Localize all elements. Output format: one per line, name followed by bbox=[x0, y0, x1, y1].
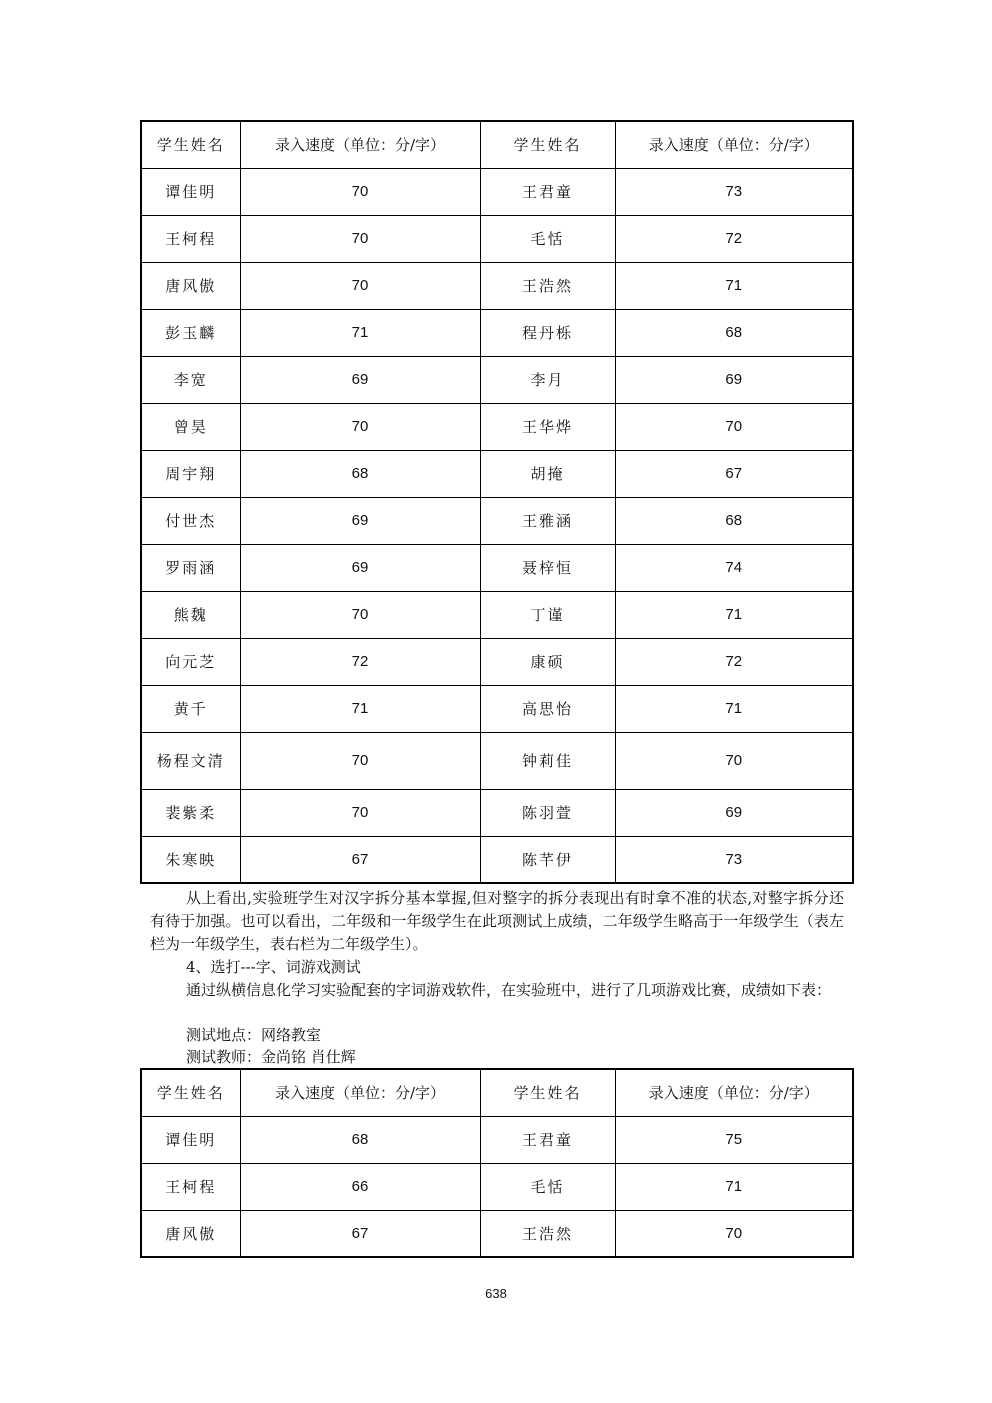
left-typing-speed: 71 bbox=[240, 685, 480, 732]
analysis-paragraph: 从上看出,实验班学生对汉字拆分基本掌握,但对整字的拆分表现出有时拿不准的状态,对整字拆分还有待于加强。也可以看出，二年级和一年级学生在此项测试上成绩，二年级学生略高于一年级学生（表左栏为一年级学生，表右栏为二年级学生）。 bbox=[150, 889, 844, 953]
right-student-name: 丁谨 bbox=[480, 591, 615, 638]
table-row bbox=[141, 497, 853, 544]
right-typing-speed: 72 bbox=[615, 638, 853, 685]
test-location: 测试地点：网络教室 bbox=[186, 1026, 322, 1044]
right-student-name: 李月 bbox=[480, 356, 615, 403]
table-row bbox=[141, 450, 853, 497]
left-student-name: 谭佳明 bbox=[141, 1116, 240, 1163]
right-typing-speed: 69 bbox=[615, 789, 853, 836]
right-typing-speed: 71 bbox=[615, 685, 853, 732]
right-typing-speed: 73 bbox=[615, 168, 853, 215]
header-speed-left: 录入速度（单位：分/字） bbox=[240, 121, 480, 168]
left-typing-speed: 66 bbox=[240, 1163, 480, 1210]
header-speed-right: 录入速度（单位：分/字） bbox=[615, 1069, 853, 1116]
left-typing-speed: 67 bbox=[240, 836, 480, 883]
typing-speed-table-1 bbox=[140, 120, 854, 884]
right-typing-speed: 74 bbox=[615, 544, 853, 591]
table-row bbox=[141, 1116, 853, 1163]
left-typing-speed: 70 bbox=[240, 168, 480, 215]
left-student-name: 唐风傲 bbox=[141, 1210, 240, 1257]
left-student-name: 谭佳明 bbox=[141, 168, 240, 215]
page-number: 638 bbox=[485, 1286, 507, 1301]
right-student-name: 陈羽萱 bbox=[480, 789, 615, 836]
right-student-name: 陈芊伊 bbox=[480, 836, 615, 883]
left-student-name: 李宽 bbox=[141, 356, 240, 403]
table-row bbox=[141, 262, 853, 309]
right-typing-speed: 72 bbox=[615, 215, 853, 262]
table-row bbox=[141, 789, 853, 836]
header-student-name-left: 学生姓名 bbox=[141, 121, 240, 168]
left-student-name: 王柯程 bbox=[141, 215, 240, 262]
table-row bbox=[141, 168, 853, 215]
right-student-name: 胡掩 bbox=[480, 450, 615, 497]
right-typing-speed: 71 bbox=[615, 1163, 853, 1210]
table-row bbox=[141, 544, 853, 591]
right-student-name: 毛恬 bbox=[480, 1163, 615, 1210]
right-typing-speed: 70 bbox=[615, 1210, 853, 1257]
right-typing-speed: 75 bbox=[615, 1116, 853, 1163]
table-row bbox=[141, 638, 853, 685]
right-typing-speed: 68 bbox=[615, 309, 853, 356]
section-heading: 4、选打---字、词游戏测试 bbox=[186, 958, 361, 976]
table-row bbox=[141, 356, 853, 403]
table-header-row bbox=[141, 1069, 853, 1116]
table-row bbox=[141, 1210, 853, 1257]
right-student-name: 王君童 bbox=[480, 1116, 615, 1163]
left-typing-speed: 70 bbox=[240, 789, 480, 836]
right-typing-speed: 71 bbox=[615, 591, 853, 638]
left-student-name: 唐风傲 bbox=[141, 262, 240, 309]
right-student-name: 聂梓恒 bbox=[480, 544, 615, 591]
left-typing-speed: 70 bbox=[240, 403, 480, 450]
table-row bbox=[141, 215, 853, 262]
header-student-name-left: 学生姓名 bbox=[141, 1069, 240, 1116]
left-student-name: 周宇翔 bbox=[141, 450, 240, 497]
left-student-name: 彭玉麟 bbox=[141, 309, 240, 356]
left-student-name: 裴紫柔 bbox=[141, 789, 240, 836]
right-typing-speed: 70 bbox=[615, 403, 853, 450]
header-student-name-right: 学生姓名 bbox=[480, 1069, 615, 1116]
right-typing-speed: 73 bbox=[615, 836, 853, 883]
left-student-name: 向元芝 bbox=[141, 638, 240, 685]
header-speed-right: 录入速度（单位：分/字） bbox=[615, 121, 853, 168]
left-student-name: 罗雨涵 bbox=[141, 544, 240, 591]
header-speed-left: 录入速度（单位：分/字） bbox=[240, 1069, 480, 1116]
right-student-name: 钟莉佳 bbox=[480, 732, 615, 789]
right-student-name: 高思怡 bbox=[480, 685, 615, 732]
left-typing-speed: 69 bbox=[240, 544, 480, 591]
left-typing-speed: 68 bbox=[240, 450, 480, 497]
test-teachers: 测试教师：金尚铭 肖仕辉 bbox=[186, 1048, 356, 1066]
right-student-name: 康硕 bbox=[480, 638, 615, 685]
table-row bbox=[141, 732, 853, 789]
left-typing-speed: 70 bbox=[240, 262, 480, 309]
left-typing-speed: 72 bbox=[240, 638, 480, 685]
left-typing-speed: 68 bbox=[240, 1116, 480, 1163]
right-typing-speed: 68 bbox=[615, 497, 853, 544]
left-typing-speed: 70 bbox=[240, 732, 480, 789]
table-row bbox=[141, 403, 853, 450]
right-student-name: 毛恬 bbox=[480, 215, 615, 262]
right-student-name: 王君童 bbox=[480, 168, 615, 215]
left-typing-speed: 69 bbox=[240, 356, 480, 403]
typing-speed-table-2 bbox=[140, 1068, 854, 1258]
table-row bbox=[141, 1163, 853, 1210]
right-student-name: 程丹栎 bbox=[480, 309, 615, 356]
left-student-name: 王柯程 bbox=[141, 1163, 240, 1210]
right-student-name: 王浩然 bbox=[480, 262, 615, 309]
table-row bbox=[141, 685, 853, 732]
right-typing-speed: 69 bbox=[615, 356, 853, 403]
intro-paragraph: 通过纵横信息化学习实验配套的字词游戏软件，在实验班中，进行了几项游戏比赛，成绩如下表： bbox=[186, 981, 832, 999]
right-typing-speed: 67 bbox=[615, 450, 853, 497]
right-typing-speed: 71 bbox=[615, 262, 853, 309]
left-typing-speed: 70 bbox=[240, 215, 480, 262]
right-typing-speed: 70 bbox=[615, 732, 853, 789]
left-typing-speed: 71 bbox=[240, 309, 480, 356]
left-typing-speed: 67 bbox=[240, 1210, 480, 1257]
table-header-row bbox=[141, 121, 853, 168]
right-student-name: 王雅涵 bbox=[480, 497, 615, 544]
left-typing-speed: 70 bbox=[240, 591, 480, 638]
header-student-name-right: 学生姓名 bbox=[480, 121, 615, 168]
left-student-name: 曾昊 bbox=[141, 403, 240, 450]
table-row bbox=[141, 591, 853, 638]
table-row bbox=[141, 309, 853, 356]
right-student-name: 王浩然 bbox=[480, 1210, 615, 1257]
left-student-name: 熊魏 bbox=[141, 591, 240, 638]
left-student-name: 杨程文清 bbox=[141, 732, 240, 789]
left-student-name: 付世杰 bbox=[141, 497, 240, 544]
left-typing-speed: 69 bbox=[240, 497, 480, 544]
left-student-name: 黄千 bbox=[141, 685, 240, 732]
left-student-name: 朱寒映 bbox=[141, 836, 240, 883]
table-row bbox=[141, 836, 853, 883]
right-student-name: 王华烨 bbox=[480, 403, 615, 450]
